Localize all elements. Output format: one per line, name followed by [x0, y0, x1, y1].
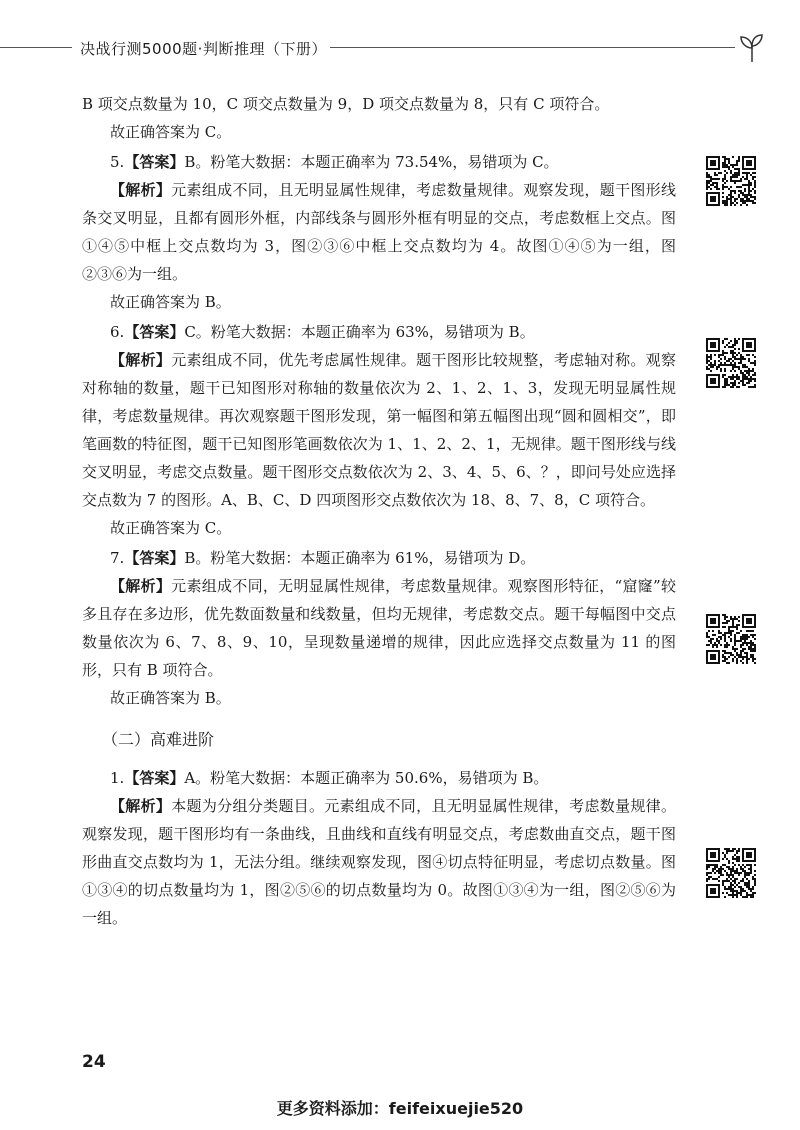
qr-code-icon[interactable]	[706, 338, 756, 388]
page-content	[82, 90, 676, 932]
analysis-s1: 【解析】本题为分组分类题目。元素组成不同，且无明显属性规律，考虑数量规律。观察发现，题干图形均有一条曲线，且曲线和直线有明显交点，考虑数曲直交点，题干图形曲直交点数均为 1，无法分组。继续观察发现，图④切点特征明显，考虑切点数量。图①③④的切点数量均为 1，图②⑤⑥的切点数量均为 0。故图①③④为一组，图②⑤⑥为一组。	[82, 797, 676, 927]
qr-code-icon[interactable]	[706, 614, 756, 664]
answer-line-6: 6.【答案】C。粉笔大数据：本题正确率为 63%，易错项为 B。	[110, 323, 535, 341]
conclusion-7: 故正确答案为 B。	[110, 689, 231, 707]
header-rule-left	[0, 47, 72, 48]
page-header	[0, 36, 800, 60]
footer-note: 更多资料添加：feifeixuejie520	[276, 1099, 524, 1118]
conclusion-6: 故正确答案为 C。	[110, 519, 232, 537]
paragraph: B 项交点数量为 10，C 项交点数量为 9，D 项交点数量为 8，只有 C 项符合。	[82, 95, 610, 113]
sprout-icon	[732, 28, 772, 68]
analysis-7: 【解析】元素组成不同，无明显属性规律，考虑数量规律。观察图形特征，“窟窿”较多且存在多边形，优先数面数量和线数量，但均无规律，考虑数交点。题干每幅图中交点数量依次为 6、7、8、9、10，呈现数量递增的规律，因此应选择交点数量为 11 的图形，只有 B 项符合。	[82, 577, 676, 679]
answer-line-5: 5.【答案】B。粉笔大数据：本题正确率为 73.54%，易错项为 C。	[110, 153, 559, 171]
conclusion: 故正确答案为 C。	[110, 123, 232, 141]
qr-code-icon[interactable]	[706, 848, 756, 898]
qr-code-icon[interactable]	[706, 156, 756, 206]
section-heading: （二）高难进阶	[102, 730, 215, 749]
answer-line-s1: 1.【答案】A。粉笔大数据：本题正确率为 50.6%，易错项为 B。	[110, 769, 549, 787]
header-title: 决战行测5000题·判断推理（下册）	[80, 40, 327, 58]
conclusion-5: 故正确答案为 B。	[110, 293, 231, 311]
analysis-5: 【解析】元素组成不同，且无明显属性规律，考虑数量规律。观察发现，题干图形线条交叉明显，且都有圆形外框，内部线条与圆形外框有明显的交点，考虑数框上交点。图①④⑤中框上交点数均为 3，图②③⑥中框上交点数均为 4。故图①④⑤为一组，图②③⑥为一组。	[82, 181, 676, 283]
analysis-6: 【解析】元素组成不同，优先考虑属性规律。题干图形比较规整，考虑轴对称。观察对称轴的数量，题干已知图形对称轴的数量依次为 2、1、2、1、3，发现无明显属性规律，考虑数量规律。再次观察题干图形发现，第一幅图和第五幅图出现“圆和圆相交”，即笔画数的特征图，题干已知图形笔画数依次为 1、1、2、2、1，无规律。题干图形线与线交叉明显，考虑交点数量。题干图形交点数依次为 2、3、4、5、6、？，即问号处应选择交点数为 7 的图形。A、B、C、D 四项图形交点数依次为 18、8、7、8，C 项符合。	[82, 351, 676, 509]
page-number: 24	[82, 1052, 106, 1072]
header-rule-right	[330, 47, 735, 48]
answer-line-7: 7.【答案】B。粉笔大数据：本题正确率为 61%，易错项为 D。	[110, 549, 536, 567]
